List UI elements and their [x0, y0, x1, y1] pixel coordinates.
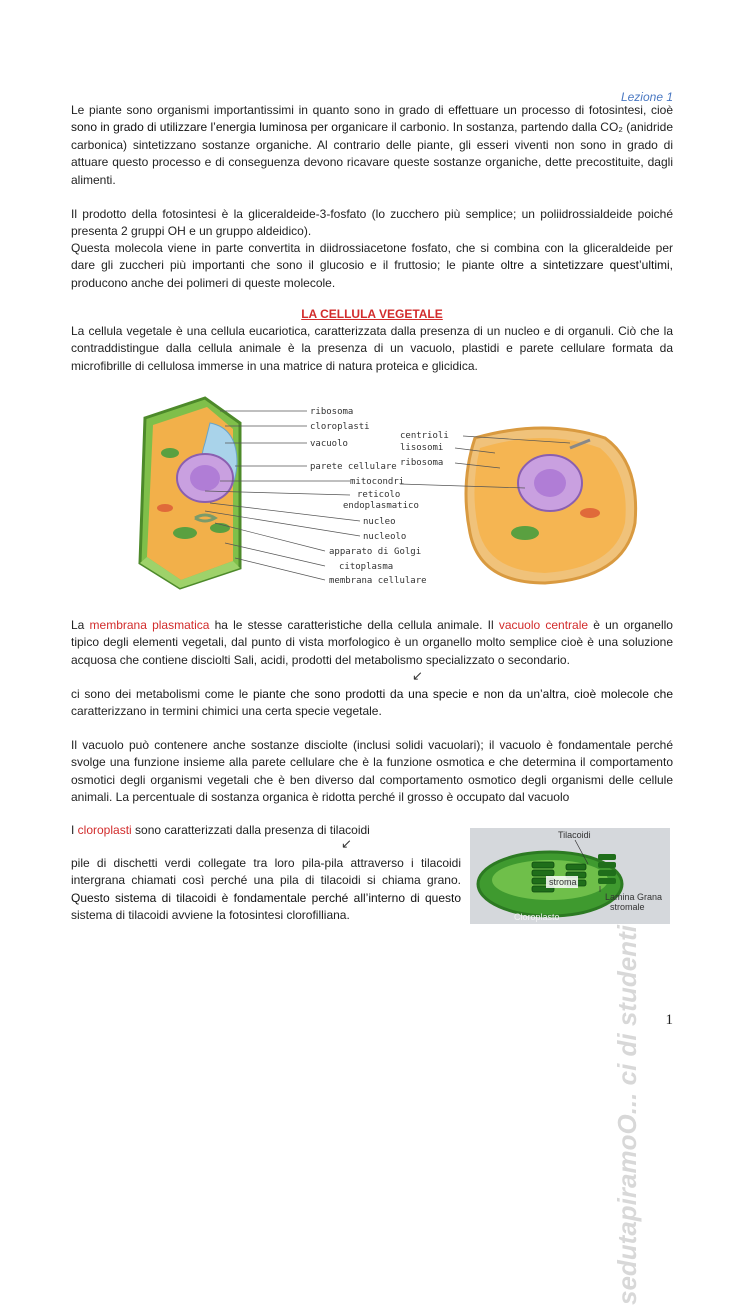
cell-comparison-figure — [125, 393, 645, 593]
label-ribosoma-animal: ribosoma — [400, 458, 444, 468]
text-span: ci sono dei metabolismi come le — [71, 687, 253, 701]
red-term: membrana plasmatica — [89, 618, 210, 632]
paragraph-cell-definition: La cellula vegetale è una cellula eucariotica, caratterizzata dalla presenza di un nucleo e di organuli. Ciò che la contraddistingue dalla cellula animale è la presenza di un vacuolo, plastidi e parete cellulare formata da microfibrille di cellulosa immerse in una matrice di natura proteica e glicidica. — [71, 324, 673, 373]
text-span: è un organello tipico degli elementi vegetali, dal punto di vista morfologico è un organello molto semplice cioè è una soluzione acquosa che contiene disciolti Sali, acidi, prodotti del metabolismo specializzato o secondario. — [71, 618, 673, 667]
text-span: producono anche dei polimeri di queste molecole. — [71, 275, 336, 290]
text-span: sistema di tilacoidi avviene la fotosintesi clorofilliana. — [71, 908, 350, 923]
label-lamina: Lamina — [605, 892, 635, 902]
text-span: anicare il carbonio. In sostanza, partendo dalla CO₂ (anidride carbonica) sintetizzano sostanze organiche. Al contrario delle piante, gli esseri viventi non sono in grado di attuare questo processo e di conseguenza devono ricavare queste sostanze organiche, dette precostituite, dagli alimenti. — [71, 120, 673, 187]
label-stroma: stroma — [549, 877, 577, 887]
label-cloroplasti: cloroplasti — [310, 422, 370, 432]
label-nucleolo: nucleolo — [363, 532, 407, 542]
paragraph-vacuole-osmotic: Il vacuolo può contenere anche sostanze disciolte (inclusi solidi vacuolari); il vacuolo è fondamentale perché svolge una funzione insieme alla parete cellulare che è la funzione osmotica e che determina il comportamento osmotici degli organismi vegetali che è ben diverso dal comportamento osmotico degli organismi delle cellule animali. La percentuale di sostanza organica è ridotta perché il grosso è occupato dal vacuolo — [71, 738, 673, 805]
text-span: Le piante sono organismi importantissimi in quanto sono in grado di effettuare un processo di fotosintesi, cioè — [71, 103, 673, 117]
label-reticolo: reticolo — [357, 490, 401, 500]
text-span: caratterizzano in termini chimici una certa specie vegetale. — [71, 704, 382, 719]
label-membrana-cellulare: membrana cellulare — [329, 576, 427, 586]
text-span: ha le stesse caratteristiche della cellula animale. Il — [209, 618, 499, 632]
paragraph-product: Il prodotto della fotosintesi è la gliceraldeide-3-fosfato (lo zucchero più semplice; un poliidrossialdeide poiché presenta 2 gruppi OH e un gruppo aldeidico). — [71, 207, 673, 239]
text-span: La — [71, 618, 90, 632]
label-grana: Grana — [637, 892, 663, 902]
animal-cell-illustration — [466, 428, 636, 583]
page-number: 1 — [665, 1012, 673, 1028]
watermark: sedutapiramoO... ci di studenti — [612, 925, 642, 1305]
highlight-span: Questo sistema di tilacoidi è fondamentale perché all’interno di questo — [71, 890, 461, 905]
arrow-icon: ↙ — [412, 668, 423, 683]
label-cloroplasto: Cloroplasto — [514, 912, 560, 922]
label-parete-cellulare: parete cellulare — [310, 462, 397, 472]
red-term: cloroplasti — [77, 823, 132, 837]
label-mitocondri: mitocondri — [350, 477, 405, 487]
red-term: vacuolo centrale — [498, 618, 589, 632]
label-centrioli: centrioli — [400, 431, 449, 441]
paragraph-metabolism — [71, 686, 673, 721]
paragraph-molecule — [71, 240, 673, 292]
label-stromale: stromale — [610, 902, 645, 912]
label-ribosoma: ribosoma — [310, 407, 354, 417]
label-citoplasma: citoplasma — [339, 562, 394, 572]
plant-cell-illustration — [140, 398, 240, 588]
label-vacuolo: vacuolo — [310, 439, 348, 449]
paragraph-chloroplasts — [71, 822, 461, 839]
label-tilacoidi: Tilacoidi — [558, 830, 591, 840]
label-nucleo: nucleo — [363, 517, 396, 527]
paragraph-membrane-vacuole — [71, 617, 673, 669]
paragraph-thylakoids — [71, 855, 461, 925]
text-span: pile di dischetti verdi collegate tra loro pila-pila attraverso i tilacoidi intergrana chiamati così perché una pila di tilacoidi si chiama grano. — [71, 856, 461, 888]
text-span: Questa molecola viene in parte convertita in diidrossiacetone fosfato, che si combina con la gliceraldeide per dare gli zuccheri più importanti che sono il glucosio e il fruttosio; le piante — [71, 241, 673, 273]
highlight-span: piante che sono prodotti da una specie e non da un’altra, cioè molecole che — [252, 687, 673, 701]
section-title: LA CELLULA VEGETALE — [301, 307, 443, 321]
text-span: I — [71, 823, 78, 837]
lesson-header: Lezione 1 — [620, 90, 673, 104]
label-endoplasmatico: endoplasmatico — [343, 501, 419, 511]
paragraph-intro — [71, 102, 673, 189]
highlight-span: sono in grado di utilizzare l’energia luminosa per org — [71, 120, 349, 135]
label-golgi: apparato di Golgi — [329, 547, 422, 557]
label-lisosomi: lisosomi — [400, 443, 444, 453]
text-span: sono caratterizzati dalla presenza di tilacoidi — [131, 823, 370, 837]
arrow-icon: ↙ — [341, 836, 352, 851]
highlight-span: oltre a sintetizzare quest’ultimi, — [500, 258, 673, 273]
